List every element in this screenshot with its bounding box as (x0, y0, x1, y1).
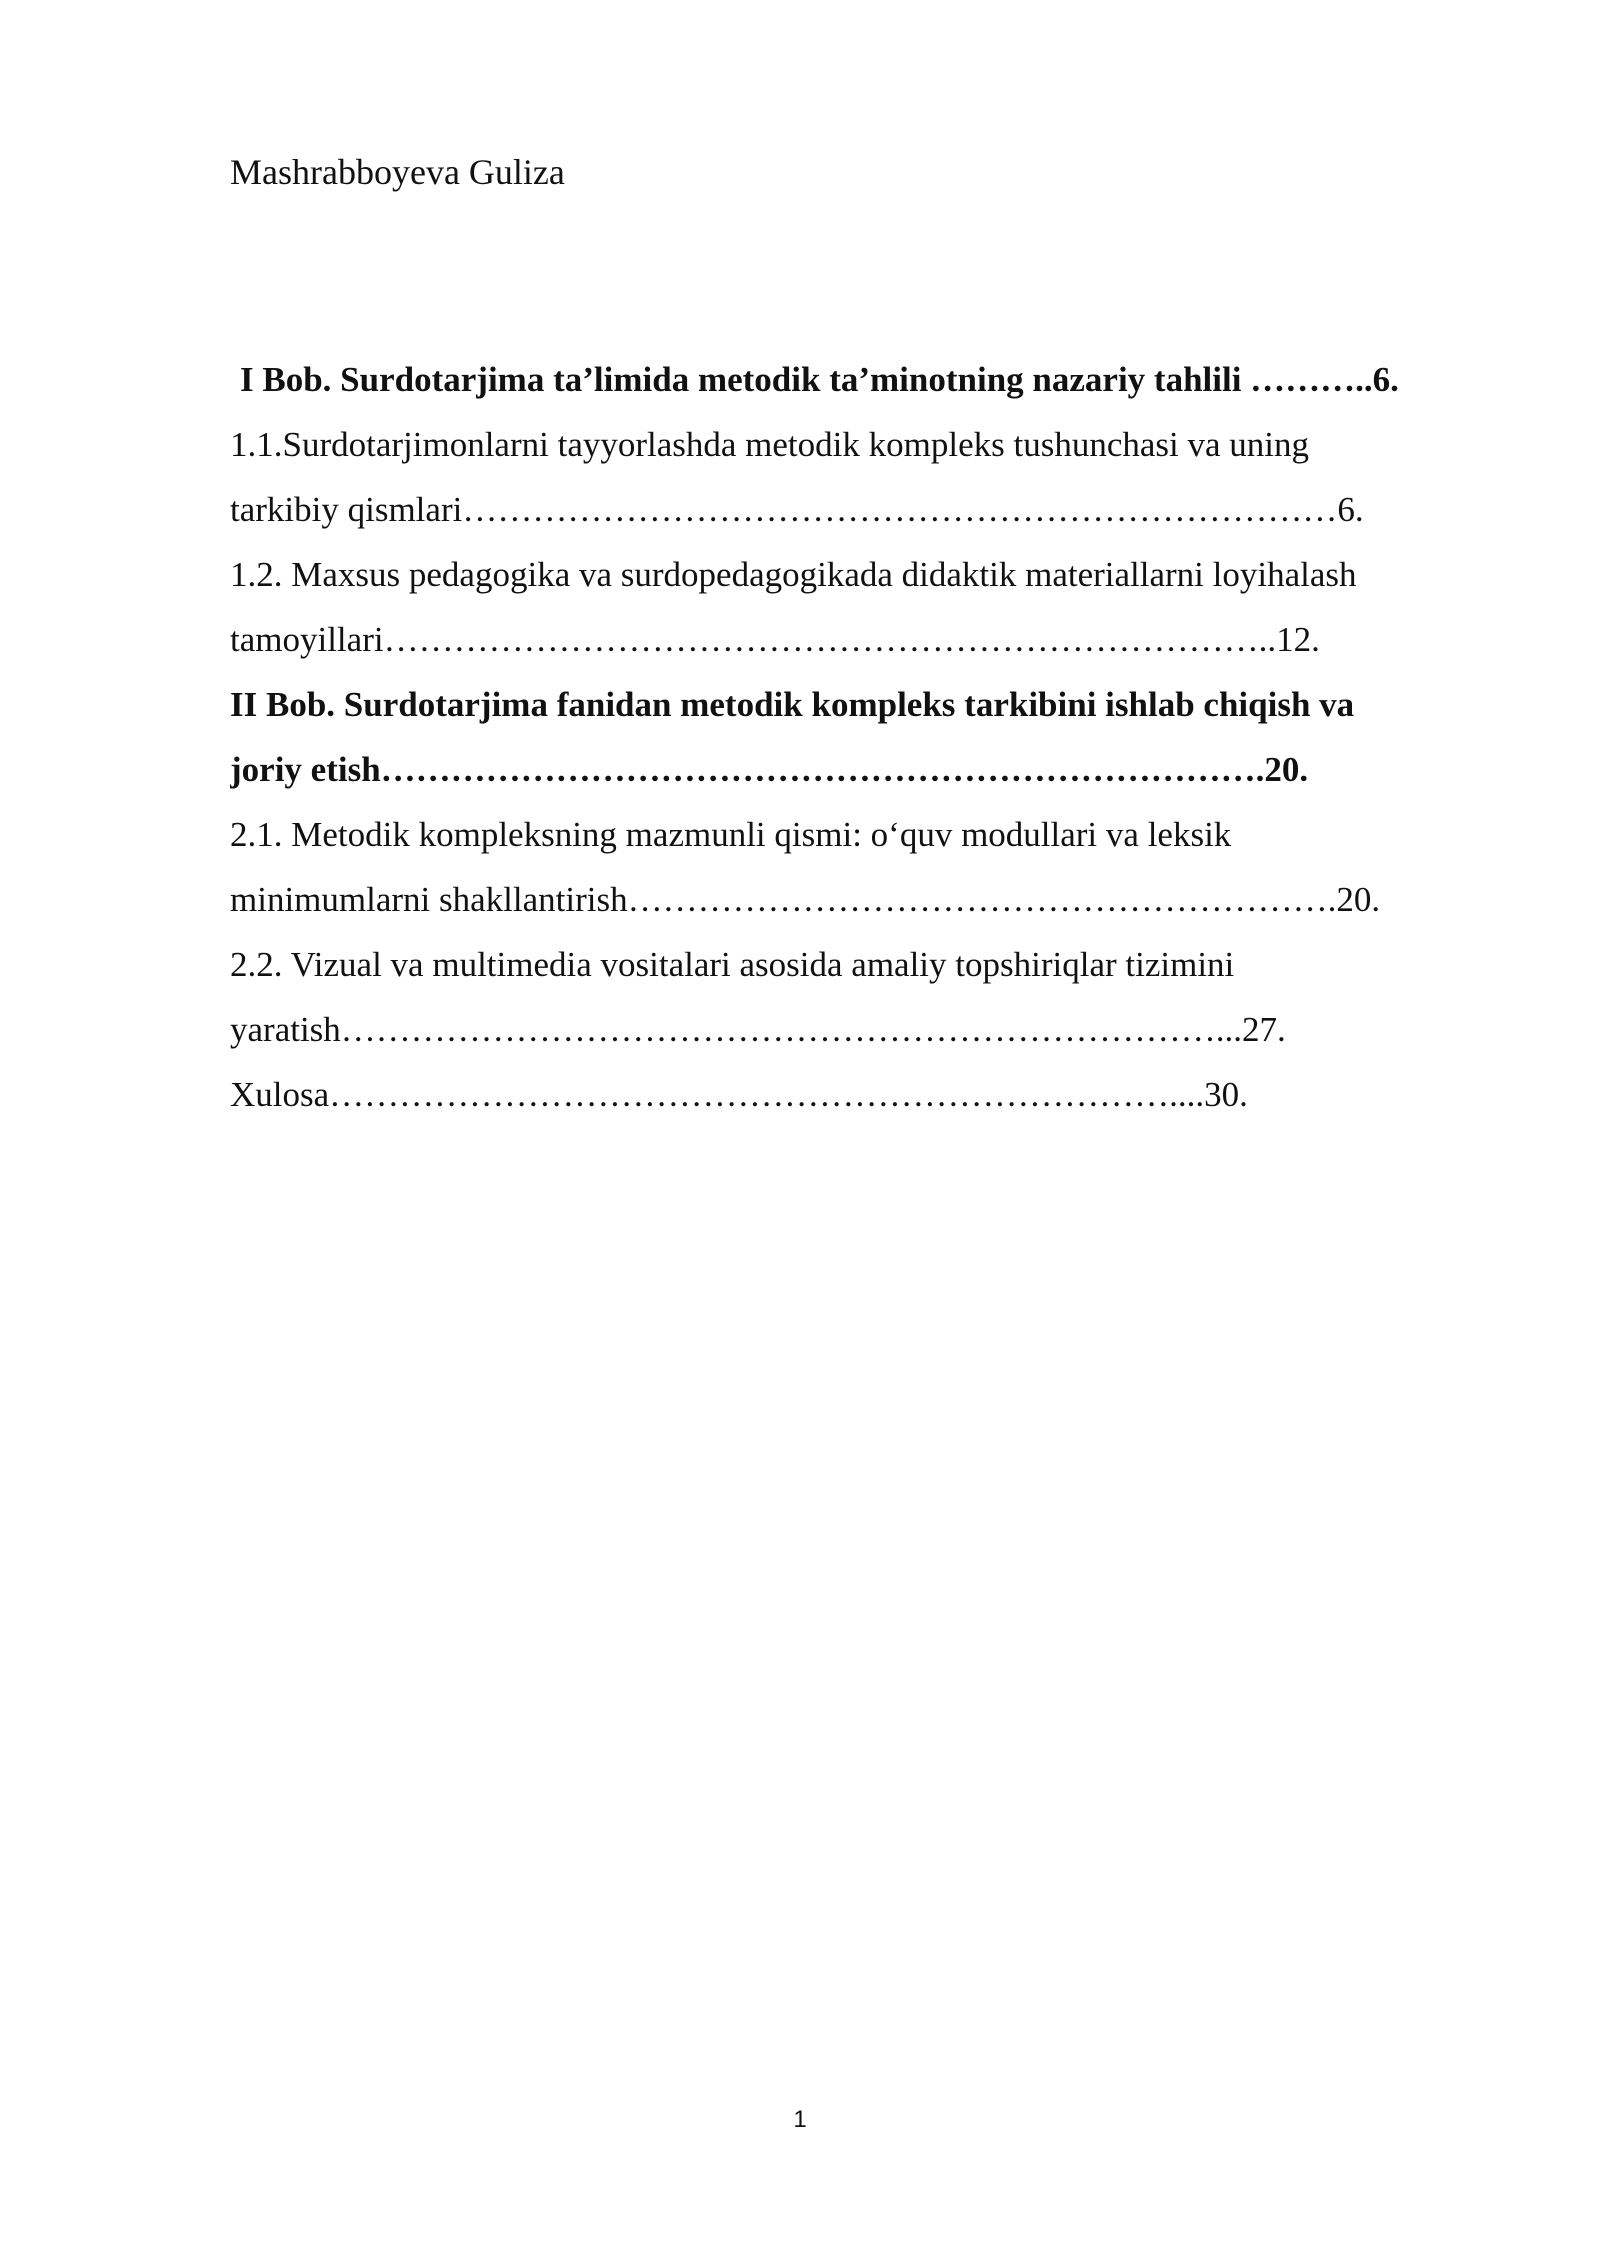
toc-line-section-2-1: 2.1. Metodik kompleksning mazmunli qismi: o‘quv modullari va leksik (230, 815, 1232, 854)
toc-line-section-1-2-cont: tamoyillari…………………………………………………………………..12. (230, 620, 1320, 659)
table-of-contents (230, 347, 1492, 1127)
toc-line-section-2-2-cont: yaratish…………………………………………………………………...27. (230, 1010, 1286, 1049)
toc-line-chapter-2: II Bob. Surdotarjima fanidan metodik kompleks tarkibini ishlab chiqish va (230, 685, 1355, 724)
toc-line-section-1-1-cont: tarkibiy qismlari…………………………………………………………………6. (230, 490, 1364, 529)
toc-line-chapter-1: I Bob. Surdotarjima ta’limida metodik ta’minotning nazariy tahlili ………..6. (240, 360, 1399, 399)
toc-line-section-1-2: 1.2. Maxsus pedagogika va surdopedagogikada didaktik materiallarni loyihalash (230, 555, 1357, 594)
toc-line-section-2-2: 2.2. Vizual va multimedia vositalari asosida amaliy topshiriqlar tizimini (230, 945, 1235, 984)
toc-line-chapter-2-cont: joriy etish………………………………………………………………….20. (230, 750, 1309, 789)
toc-line-section-2-1-cont: minimumlarni shakllantirish…………………………………………………….20. (230, 880, 1381, 919)
page-number: 1 (793, 2106, 807, 2133)
toc-line-conclusion: Xulosa………………………………………………………………....30. (230, 1075, 1248, 1114)
toc-line-section-1-1: 1.1.Surdotarjimonlarni tayyorlashda metodik kompleks tushunchasi va uning (230, 425, 1310, 464)
author-name: Mashrabboyeva Guliza (230, 152, 565, 192)
